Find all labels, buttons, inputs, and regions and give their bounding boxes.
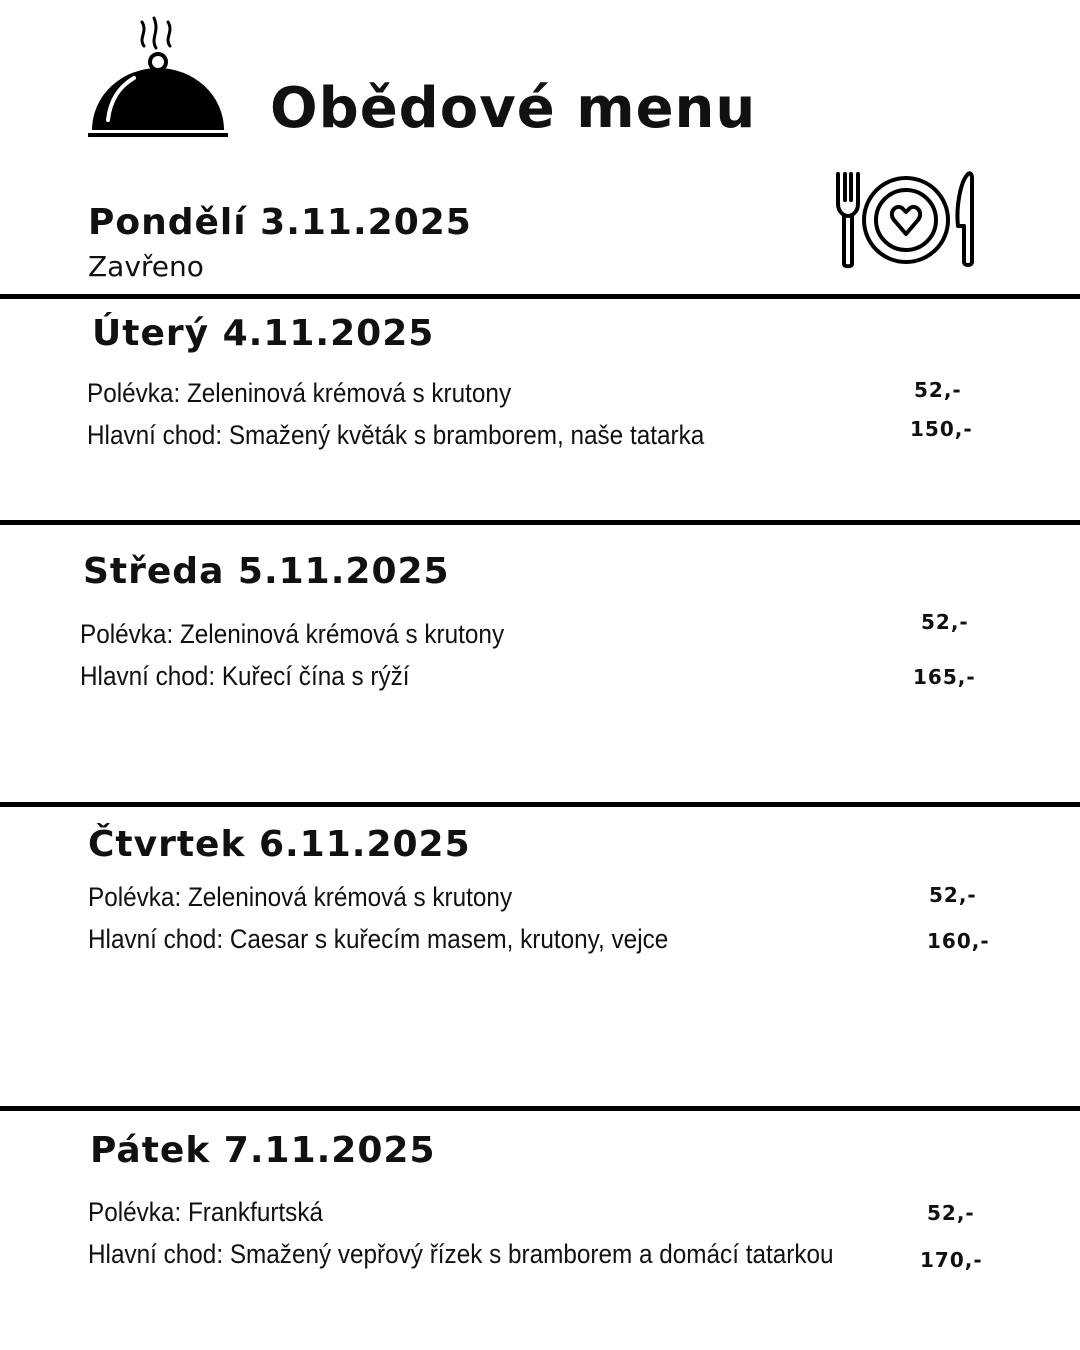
day-title: Pátek 7.11.2025 — [90, 1130, 436, 1171]
menu-item-label: Hlavní chod: Smažený květák s bramborem, naše tatarka — [87, 420, 705, 450]
covered-dish-icon — [86, 12, 232, 140]
menu-item-label: Polévka: Zeleninová krémová s krutony — [87, 378, 512, 408]
menu-item-label: Polévka: Zeleninová krémová s krutony — [80, 619, 505, 649]
divider — [0, 520, 1080, 525]
menu-item-price: 52,- — [921, 610, 969, 634]
fork-plate-knife-icon — [830, 168, 980, 272]
divider — [0, 294, 1080, 299]
menu-item-price: 170,- — [920, 1248, 983, 1272]
day-title: Středa 5.11.2025 — [83, 551, 450, 592]
divider — [0, 1106, 1080, 1111]
menu-item-price: 52,- — [929, 883, 977, 907]
menu-title: Obědové menu — [270, 76, 757, 141]
day-title: Úterý 4.11.2025 — [92, 313, 435, 354]
closed-note: Zavřeno — [88, 250, 204, 283]
menu-item-price: 52,- — [914, 378, 962, 402]
menu-item-price: 150,- — [910, 417, 973, 441]
day-title: Čtvrtek 6.11.2025 — [88, 824, 471, 865]
menu-item-label: Polévka: Frankfurtská — [88, 1197, 323, 1227]
divider — [0, 802, 1080, 807]
day-title: Pondělí 3.11.2025 — [88, 202, 472, 243]
menu-item-label: Hlavní chod: Smažený vepřový řízek s bramborem a domácí tatarkou — [88, 1239, 834, 1269]
menu-item-price: 52,- — [927, 1201, 975, 1225]
menu-item-label: Polévka: Zeleninová krémová s krutony — [88, 882, 513, 912]
menu-item-price: 160,- — [927, 929, 990, 953]
menu-item-label: Hlavní chod: Kuřecí čína s rýží — [80, 661, 410, 691]
menu-item-price: 165,- — [913, 665, 976, 689]
menu-item-label: Hlavní chod: Caesar s kuřecím masem, krutony, vejce — [88, 924, 669, 954]
